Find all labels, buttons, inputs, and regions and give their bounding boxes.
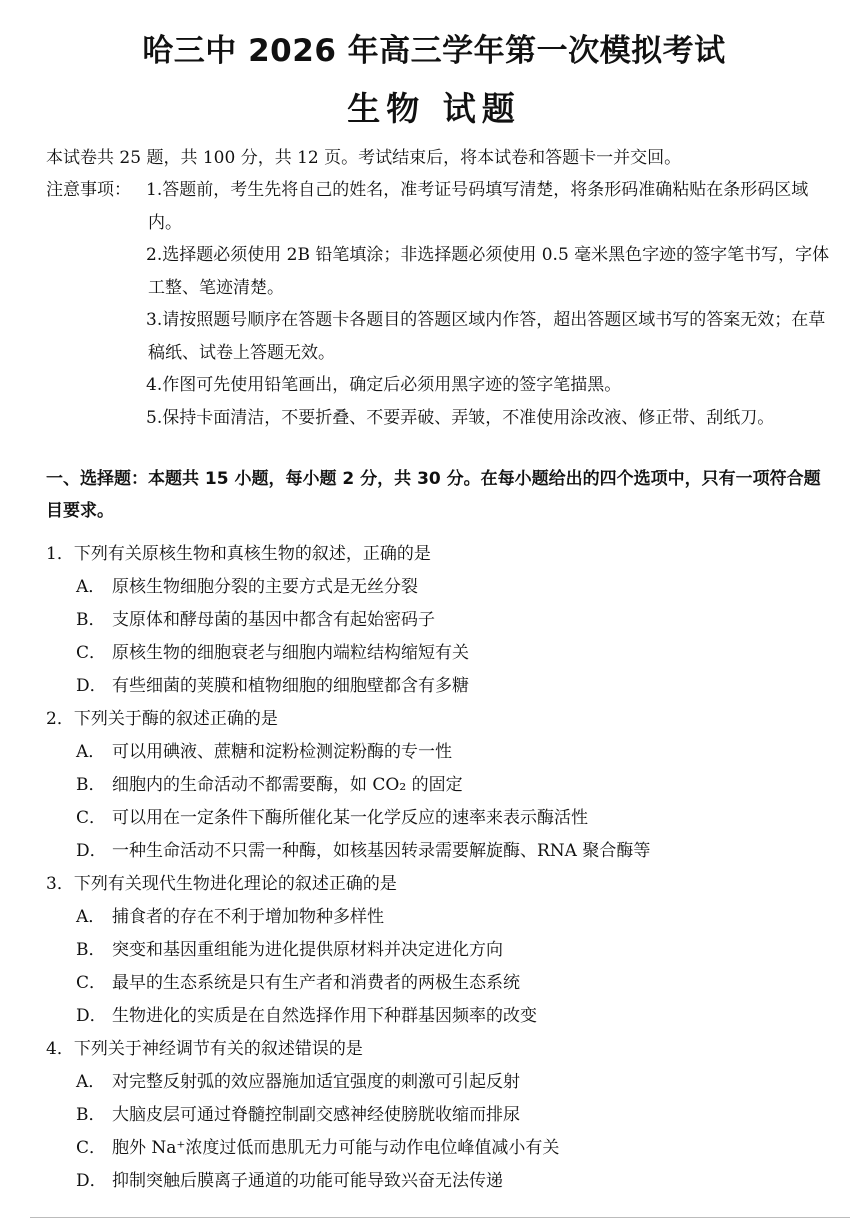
note-item: 5.保持卡面清洁，不要折叠、不要弄破、弄皱，不准使用涂改液、修正带、刮纸刀。 — [146, 407, 775, 428]
option-letter: D． — [76, 841, 107, 861]
option-text: 生物进化的实质是在自然选择作用下种群基因频率的改变 — [112, 1006, 537, 1026]
option-b — [46, 769, 846, 802]
option-letter: A． — [76, 577, 106, 597]
note-item: 1.答题前，考生先将自己的姓名，准考证号码填写清楚，将条形码准确粘贴在条形码区域内。 — [146, 180, 809, 233]
option-c — [46, 1132, 846, 1165]
option-text: 一种生命活动不只需一种酶，如核基因转录需要解旋酶、RNA 聚合酶等 — [112, 841, 651, 861]
option-text: 胞外 Na⁺浓度过低而患肌无力可能与动作电位峰值减小有关 — [112, 1138, 560, 1158]
option-letter: D． — [76, 1171, 107, 1191]
option-text: 细胞内的生命活动不都需要酶，如 CO₂ 的固定 — [112, 775, 463, 795]
option-a — [46, 1066, 846, 1099]
notes-label: 注意事项： — [46, 180, 131, 200]
note-item: 4.作图可先使用铅笔画出，确定后必须用黑字迹的签字笔描黑。 — [146, 375, 622, 395]
option-text: 可以用碘液、蔗糖和淀粉检测淀粉酶的专一性 — [112, 742, 452, 762]
option-letter: A． — [76, 742, 106, 762]
question-2 — [46, 703, 846, 868]
option-c — [46, 802, 846, 835]
option-text: 可以用在一定条件下酶所催化某一化学反应的速率来表示酶活性 — [112, 808, 588, 828]
option-b — [46, 604, 846, 637]
subject-title: 生物 试题 — [347, 89, 521, 128]
option-a — [46, 736, 846, 769]
option-letter: B． — [76, 610, 106, 630]
option-letter: A． — [76, 1072, 106, 1092]
question-list — [46, 538, 846, 1198]
page-bottom-divider — [30, 1217, 850, 1218]
option-letter: C． — [76, 808, 107, 828]
option-a — [46, 571, 846, 604]
note-item: 3.请按照题号顺序在答题卡各题目的答题区域内作答，超出答题区域书写的答案无效；在草稿纸、试卷上答题无效。 — [146, 310, 826, 363]
option-letter: B． — [76, 775, 106, 795]
option-text: 原核生物细胞分裂的主要方式是无丝分裂 — [112, 577, 418, 597]
option-text: 对完整反射弧的效应器施加适宜强度的刺激可引起反射 — [112, 1072, 520, 1092]
option-text: 大脑皮层可通过脊髓控制副交感神经使膀胱收缩而排尿 — [112, 1105, 520, 1125]
option-b — [46, 1099, 846, 1132]
option-text: 支原体和酵母菌的基因中都含有起始密码子 — [112, 610, 435, 630]
option-letter: C． — [76, 973, 107, 993]
option-text: 有些细菌的荚膜和植物细胞的细胞壁都含有多糖 — [112, 676, 469, 696]
option-b — [46, 934, 846, 967]
option-letter: C． — [76, 643, 107, 663]
option-text: 抑制突触后膜离子通道的功能可能导致兴奋无法传递 — [112, 1171, 503, 1191]
option-letter: D． — [76, 1006, 107, 1026]
option-a — [46, 901, 846, 934]
option-d — [46, 670, 846, 703]
option-c — [46, 637, 846, 670]
option-d — [46, 835, 846, 868]
exam-intro: 本试卷共 25 题，共 100 分，共 12 页。考试结束后，将本试卷和答题卡一并交回。 — [46, 148, 682, 168]
option-text: 突变和基因重组能为进化提供原材料并决定进化方向 — [112, 940, 503, 960]
question-stem: 4．下列关于神经调节有关的叙述错误的是 — [46, 1039, 363, 1059]
option-letter: C． — [76, 1138, 107, 1158]
option-d — [46, 1165, 846, 1198]
option-text: 最早的生态系统是只有生产者和消费者的两极生态系统 — [112, 973, 520, 993]
notes-list — [148, 174, 838, 434]
option-text: 捕食者的存在不利于增加物种多样性 — [112, 907, 384, 927]
section-heading: 一、选择题：本题共 15 小题，每小题 2 分，共 30 分。在每小题给出的四个选项中，只有一项符合题目要求。 — [46, 469, 821, 521]
question-3 — [46, 868, 846, 1033]
option-text: 原核生物的细胞衰老与细胞内端粒结构缩短有关 — [112, 643, 469, 663]
option-letter: A． — [76, 907, 106, 927]
option-letter: B． — [76, 940, 106, 960]
question-4 — [46, 1033, 846, 1198]
option-c — [46, 967, 846, 1000]
question-stem: 1．下列有关原核生物和真核生物的叙述，正确的是 — [46, 544, 431, 564]
exam-title: 哈三中 2026 年高三学年第一次模拟考试 — [142, 33, 726, 69]
question-stem: 3．下列有关现代生物进化理论的叙述正确的是 — [46, 874, 397, 894]
option-letter: D． — [76, 676, 107, 696]
option-letter: B． — [76, 1105, 106, 1125]
question-1 — [46, 538, 846, 703]
question-stem: 2．下列关于酶的叙述正确的是 — [46, 709, 278, 729]
option-d — [46, 1000, 846, 1033]
note-item: 2.选择题必须使用 2B 铅笔填涂；非选择题必须使用 0.5 毫米黑色字迹的签字笔书写，字体工整、笔迹清楚。 — [146, 245, 830, 298]
